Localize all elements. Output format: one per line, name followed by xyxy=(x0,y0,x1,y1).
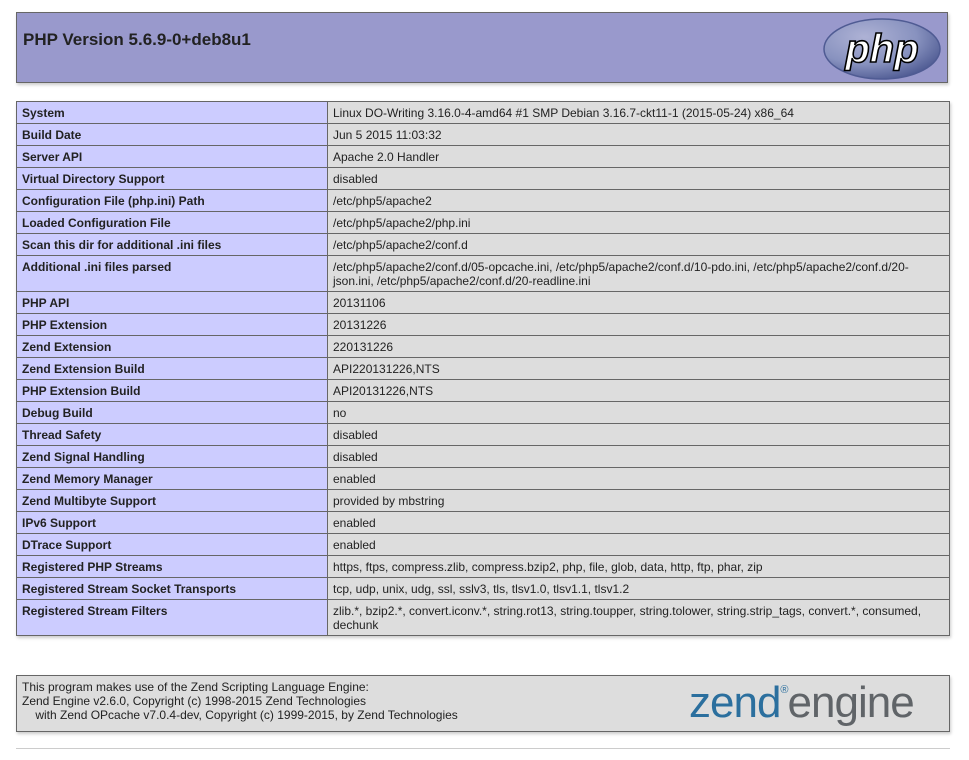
info-row xyxy=(17,124,950,146)
info-value: zlib.*, bzip2.*, convert.iconv.*, string.rot13, string.toupper, string.tolower, string.strip_tags, convert.*, consumed, dechunk xyxy=(328,600,950,636)
info-label: Registered Stream Socket Transports xyxy=(17,578,328,600)
info-row xyxy=(17,446,950,468)
php-logo-icon xyxy=(822,17,942,81)
info-label: Build Date xyxy=(17,124,328,146)
info-value: provided by mbstring xyxy=(328,490,950,512)
horizontal-rule xyxy=(16,748,950,749)
info-row xyxy=(17,380,950,402)
info-row xyxy=(17,512,950,534)
info-row xyxy=(17,490,950,512)
configuration-table xyxy=(16,101,950,636)
info-value: disabled xyxy=(328,168,950,190)
info-label: Debug Build xyxy=(17,402,328,424)
info-value: API20131226,NTS xyxy=(328,380,950,402)
info-value: /etc/php5/apache2/conf.d/05-opcache.ini, /etc/php5/apache2/conf.d/10-pdo.ini, /etc/php5/apache2/conf.d/20-json.ini, /etc/php5/apache2/conf.d/20-readline.ini xyxy=(328,256,950,292)
info-value: 20131226 xyxy=(328,314,950,336)
info-label: IPv6 Support xyxy=(17,512,328,534)
info-value: enabled xyxy=(328,468,950,490)
info-value: 220131226 xyxy=(328,336,950,358)
info-row xyxy=(17,358,950,380)
info-row xyxy=(17,314,950,336)
info-row xyxy=(17,336,950,358)
php-logo-text: php xyxy=(845,27,919,71)
info-row xyxy=(17,212,950,234)
info-row xyxy=(17,534,950,556)
svg-text:zend®engine xyxy=(689,679,914,727)
info-row xyxy=(17,556,950,578)
info-value: Apache 2.0 Handler xyxy=(328,146,950,168)
info-row xyxy=(17,600,950,636)
info-value: API220131226,NTS xyxy=(328,358,950,380)
info-value: /etc/php5/apache2/php.ini xyxy=(328,212,950,234)
info-label: Configuration File (php.ini) Path xyxy=(17,190,328,212)
info-label: Registered PHP Streams xyxy=(17,556,328,578)
info-row xyxy=(17,424,950,446)
info-label: Thread Safety xyxy=(17,424,328,446)
zend-engine-logo-icon xyxy=(689,679,945,729)
php-version-header xyxy=(16,12,948,83)
info-row xyxy=(17,578,950,600)
info-value: disabled xyxy=(328,446,950,468)
info-value: enabled xyxy=(328,534,950,556)
info-value: tcp, udp, unix, udg, ssl, sslv3, tls, tlsv1.0, tlsv1.1, tlsv1.2 xyxy=(328,578,950,600)
info-value: Linux DO-Writing 3.16.0-4-amd64 #1 SMP Debian 3.16.7-ckt11-1 (2015-05-24) x86_64 xyxy=(328,102,950,124)
page-title: PHP Version 5.6.9-0+deb8u1 xyxy=(23,30,251,49)
info-label: PHP Extension Build xyxy=(17,380,328,402)
info-label: Loaded Configuration File xyxy=(17,212,328,234)
info-label: Zend Multibyte Support xyxy=(17,490,328,512)
info-value: Jun 5 2015 11:03:32 xyxy=(328,124,950,146)
info-value: enabled xyxy=(328,512,950,534)
info-row xyxy=(17,292,950,314)
info-row xyxy=(17,146,950,168)
info-label: PHP API xyxy=(17,292,328,314)
info-row xyxy=(17,402,950,424)
info-label: Virtual Directory Support xyxy=(17,168,328,190)
info-value: 20131106 xyxy=(328,292,950,314)
info-label: Zend Extension xyxy=(17,336,328,358)
info-value: disabled xyxy=(328,424,950,446)
info-value: /etc/php5/apache2/conf.d xyxy=(328,234,950,256)
info-label: PHP Extension xyxy=(17,314,328,336)
info-label: Additional .ini files parsed xyxy=(17,256,328,292)
info-value: https, ftps, compress.zlib, compress.bzip2, php, file, glob, data, http, ftp, phar, zip xyxy=(328,556,950,578)
info-value: no xyxy=(328,402,950,424)
info-row xyxy=(17,102,950,124)
info-label: Zend Signal Handling xyxy=(17,446,328,468)
info-label: Registered Stream Filters xyxy=(17,600,328,636)
info-row xyxy=(17,234,950,256)
zend-credits xyxy=(22,680,458,722)
info-row xyxy=(17,168,950,190)
info-label: System xyxy=(17,102,328,124)
zend-logo-word: zend xyxy=(689,679,781,727)
info-row xyxy=(17,190,950,212)
zend-engine-box xyxy=(16,675,950,732)
info-label: Zend Extension Build xyxy=(17,358,328,380)
info-label: DTrace Support xyxy=(17,534,328,556)
info-value: /etc/php5/apache2 xyxy=(328,190,950,212)
info-label: Zend Memory Manager xyxy=(17,468,328,490)
zend-credit-line: with Zend OPcache v7.0.4-dev, Copyright (c) 1999-2015, by Zend Technologies xyxy=(22,708,458,722)
zend-credit-line: Zend Engine v2.6.0, Copyright (c) 1998-2015 Zend Technologies xyxy=(22,694,366,708)
info-label: Scan this dir for additional .ini files xyxy=(17,234,328,256)
info-row xyxy=(17,256,950,292)
zend-logo-reg: ® xyxy=(780,684,788,696)
engine-logo-word: engine xyxy=(787,679,914,727)
zend-credit-line: This program makes use of the Zend Scripting Language Engine: xyxy=(22,680,369,694)
info-row xyxy=(17,468,950,490)
info-label: Server API xyxy=(17,146,328,168)
